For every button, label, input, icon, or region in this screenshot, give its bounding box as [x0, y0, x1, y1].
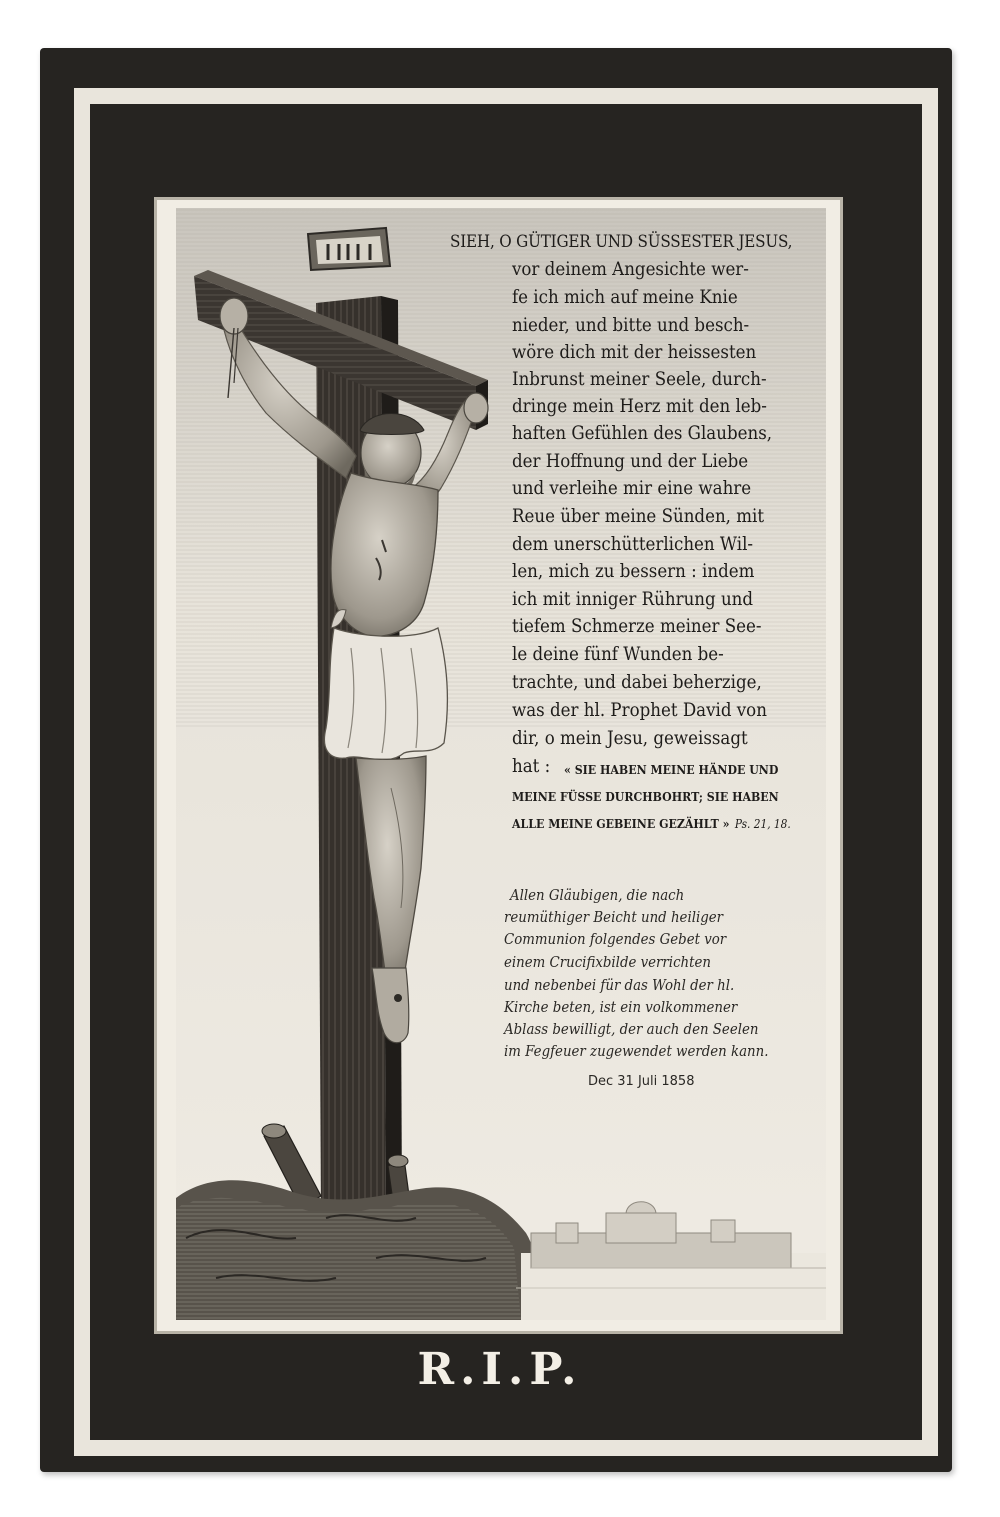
prayer-line: ich mit inniger Rührung und: [512, 589, 754, 610]
prayer-line: was der hl. Prophet David von: [512, 700, 767, 721]
indulgence-line: Allen Gläubigen, die nach: [510, 888, 685, 904]
quote-line: ALLE MEINE GEBEINE GEZÄHLT »: [512, 816, 730, 831]
prayer-line: tiefem Schmerze meiner See-: [512, 616, 762, 637]
inri-sign: [308, 228, 390, 270]
prayer-line: fe ich mich auf meine Knie: [512, 287, 738, 308]
indulgence-line: und nebenbei für das Wohl der hl.: [504, 978, 735, 994]
prayer-line: dringe mein Herz mit den leb-: [512, 396, 767, 417]
prayer-line: vor deinem Angesichte wer-: [512, 259, 749, 280]
prayer-line: dem unerschütterlichen Wil-: [512, 534, 754, 555]
indulgence-line: Communion folgendes Gebet vor: [504, 932, 727, 948]
quote-line: « SIE HABEN MEINE HÄNDE UND: [564, 762, 779, 777]
indulgence-line: Ablass bewilligt, der auch den Seelen: [504, 1022, 759, 1038]
prayer-line: dir, o mein Jesu, geweissagt: [512, 728, 748, 749]
prayer-line: der Hoffnung und der Liebe: [512, 451, 749, 472]
prayer-heading: SIEH, O GÜTIGER UND SÜSSESTER JESUS,: [450, 232, 793, 251]
decree-date: Dec 31 Juli 1858: [588, 1074, 695, 1089]
prayer-line: len, mich zu bessern : indem: [512, 561, 755, 582]
prayer-line: Inbrunst meiner Seele, durch-: [512, 369, 767, 390]
indulgence-line: Kirche beten, ist ein volkommener: [504, 1000, 738, 1016]
indulgence-line: reumüthiger Beicht und heiliger: [504, 910, 724, 926]
indulgence-line: einem Crucifixbilde verrichten: [504, 955, 711, 971]
prayer-line: haften Gefühlen des Glaubens,: [512, 423, 773, 444]
indulgence-line: im Fegfeuer zugewendet werden kann.: [504, 1044, 769, 1060]
quote-line-last: [512, 816, 791, 831]
prayer-line: wöre dich mit der heissesten: [512, 342, 757, 363]
psalm-reference: Ps. 21, 18.: [734, 817, 791, 831]
prayer-line: trachte, und dabei beherzige,: [512, 672, 762, 693]
quote-line: MEINE FÜSSE DURCHBOHRT; SIE HABEN: [512, 789, 779, 804]
prayer-line: le deine fünf Wunden be-: [512, 644, 724, 665]
prayer-line: nieder, und bitte und besch-: [512, 315, 750, 336]
prayer-line: und verleihe mir eine wahre: [512, 478, 752, 499]
quote-intro: hat :: [512, 756, 551, 777]
rip-inscription: R.I.P.: [417, 1344, 583, 1395]
prayer-line: Reue über meine Sünden, mit: [512, 506, 765, 527]
